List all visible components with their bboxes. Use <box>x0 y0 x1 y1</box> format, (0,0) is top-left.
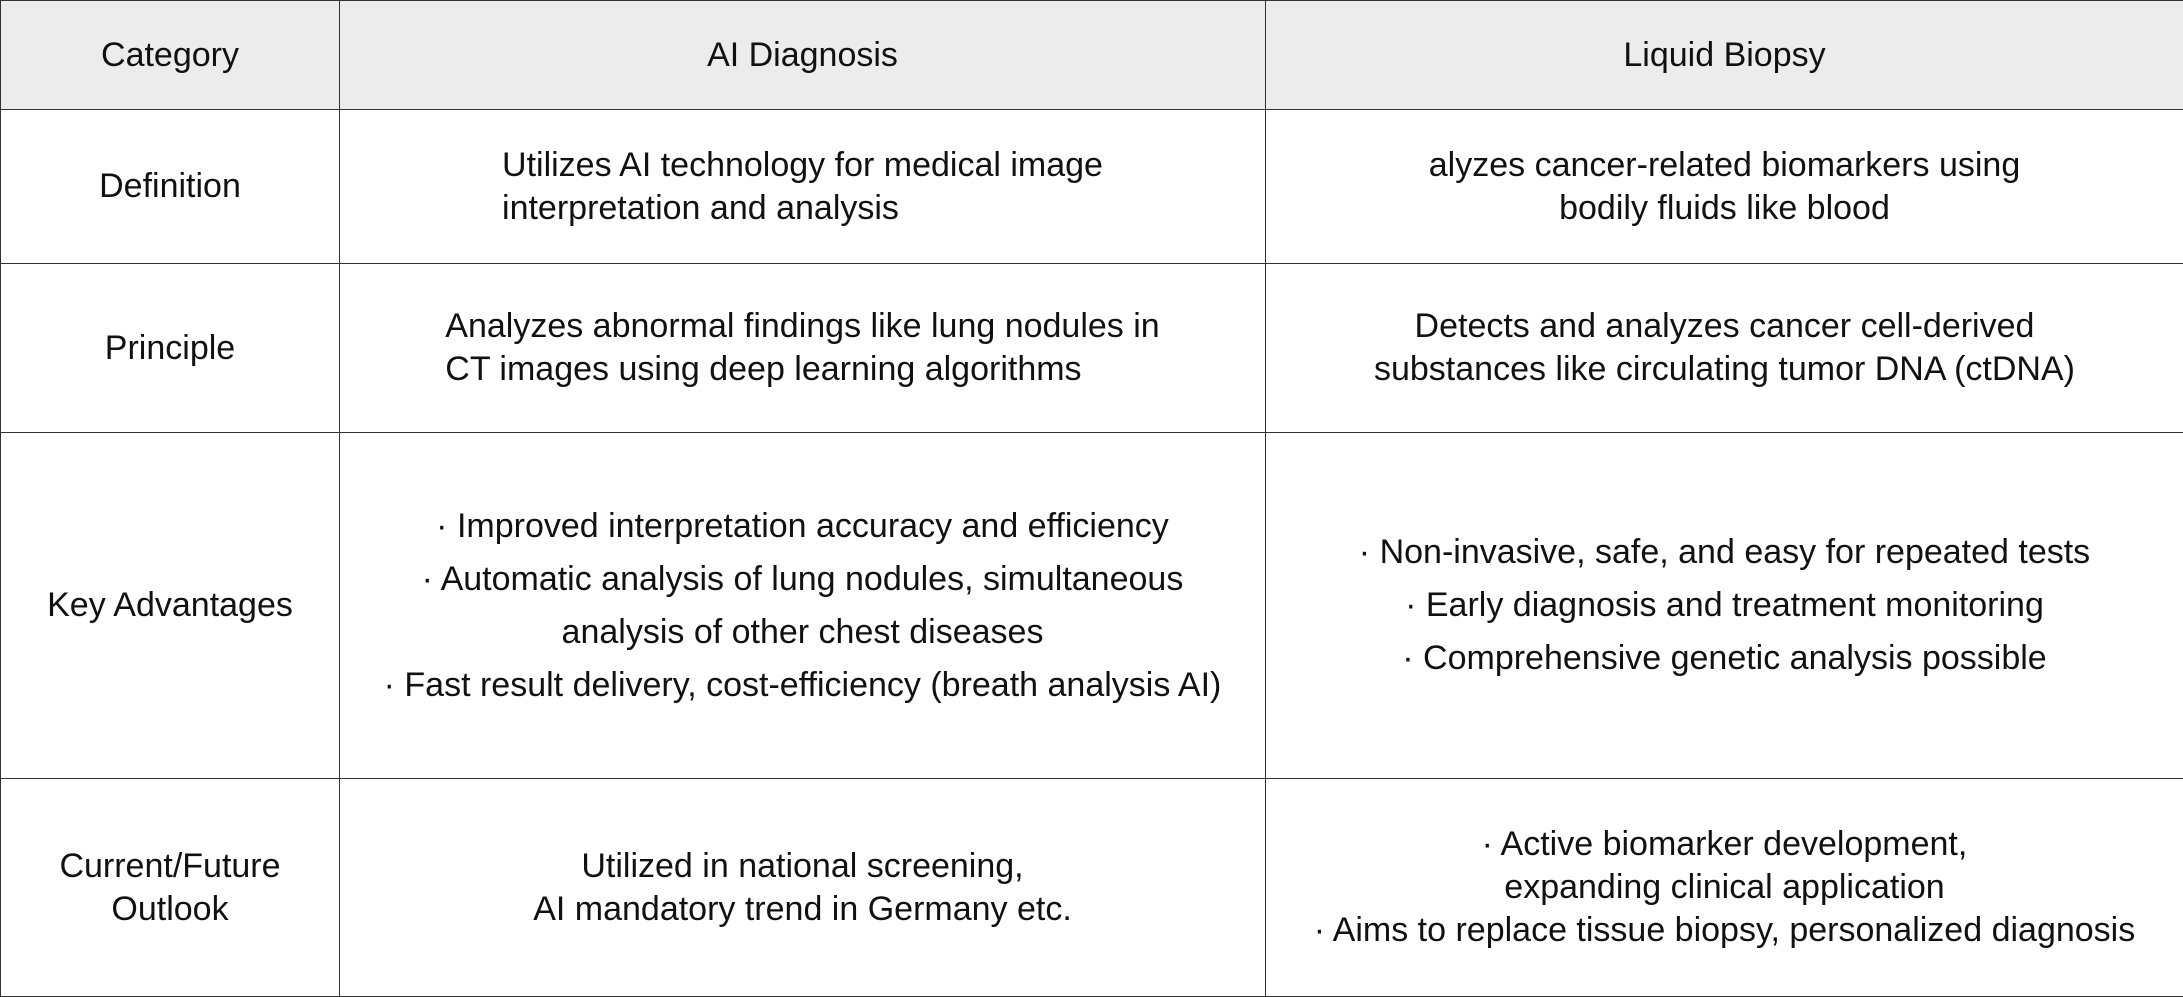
liquid-principle-line-2: substances like circulating tumor DNA (ctDNA) <box>1374 348 2075 391</box>
liquid-outlook-line-2: expanding clinical application <box>1314 866 2135 909</box>
category-label: Definition <box>1 165 339 208</box>
ai-advantage-line-2: · Automatic analysis of lung nodules, simultaneous <box>384 553 1222 606</box>
ai-principle-line-1: Analyzes abnormal findings like lung nodules in <box>445 305 1159 348</box>
header-ai-diagnosis: AI Diagnosis <box>340 1 1266 110</box>
cell-category-definition <box>1 110 340 264</box>
cell-category-outlook <box>1 779 340 997</box>
cell-category-key-advantages <box>1 433 340 779</box>
ai-outlook-line-2: AI mandatory trend in Germany etc. <box>533 888 1072 931</box>
cell-category-principle <box>1 264 340 433</box>
header-row <box>1 1 2183 110</box>
cell-ai-key-advantages <box>340 433 1266 779</box>
category-label: Key Advantages <box>1 584 339 627</box>
table-body <box>1 110 2183 997</box>
ai-advantage-line-3: analysis of other chest diseases <box>384 606 1222 659</box>
table-row-key-advantages <box>1 433 2183 779</box>
cell-ai-outlook <box>340 779 1266 997</box>
liquid-advantage-line-3: · Comprehensive genetic analysis possible <box>1359 632 2090 685</box>
liquid-advantage-line-2: · Early diagnosis and treatment monitoring <box>1359 579 2090 632</box>
liquid-definition-line-2: bodily fluids like blood <box>1429 187 2020 230</box>
header-liquid-biopsy: Liquid Biopsy <box>1266 1 2183 110</box>
ai-definition-line-2: interpretation and analysis <box>502 187 1103 230</box>
liquid-principle-line-1: Detects and analyzes cancer cell-derived <box>1374 305 2075 348</box>
ai-principle-line-2: CT images using deep learning algorithms <box>445 348 1159 391</box>
cell-liquid-definition <box>1266 110 2183 264</box>
table-header <box>1 1 2183 110</box>
ai-outlook-line-1: Utilized in national screening, <box>533 845 1072 888</box>
table-row-definition <box>1 110 2183 264</box>
table-row-outlook <box>1 779 2183 997</box>
cell-liquid-outlook <box>1266 779 2183 997</box>
header-category: Category <box>1 1 340 110</box>
ai-definition-line-1: Utilizes AI technology for medical image <box>502 144 1103 187</box>
category-label-line-1: Current/Future <box>59 845 280 888</box>
cell-liquid-key-advantages <box>1266 433 2183 779</box>
cell-ai-principle <box>340 264 1266 433</box>
liquid-definition-line-1: alyzes cancer-related biomarkers using <box>1429 144 2020 187</box>
liquid-outlook-line-3: · Aims to replace tissue biopsy, personalized diagnosis <box>1314 909 2135 952</box>
ai-advantage-line-1: · Improved interpretation accuracy and efficiency <box>384 500 1222 553</box>
cell-ai-definition <box>340 110 1266 264</box>
table-row-principle <box>1 264 2183 433</box>
cell-liquid-principle <box>1266 264 2183 433</box>
liquid-advantage-line-1: · Non-invasive, safe, and easy for repeated tests <box>1359 526 2090 579</box>
liquid-outlook-line-1: · Active biomarker development, <box>1314 823 2135 866</box>
category-label-line-2: Outlook <box>59 888 280 931</box>
category-label: Principle <box>1 327 339 370</box>
ai-advantage-line-4: · Fast result delivery, cost-efficiency (breath analysis AI) <box>384 659 1222 712</box>
